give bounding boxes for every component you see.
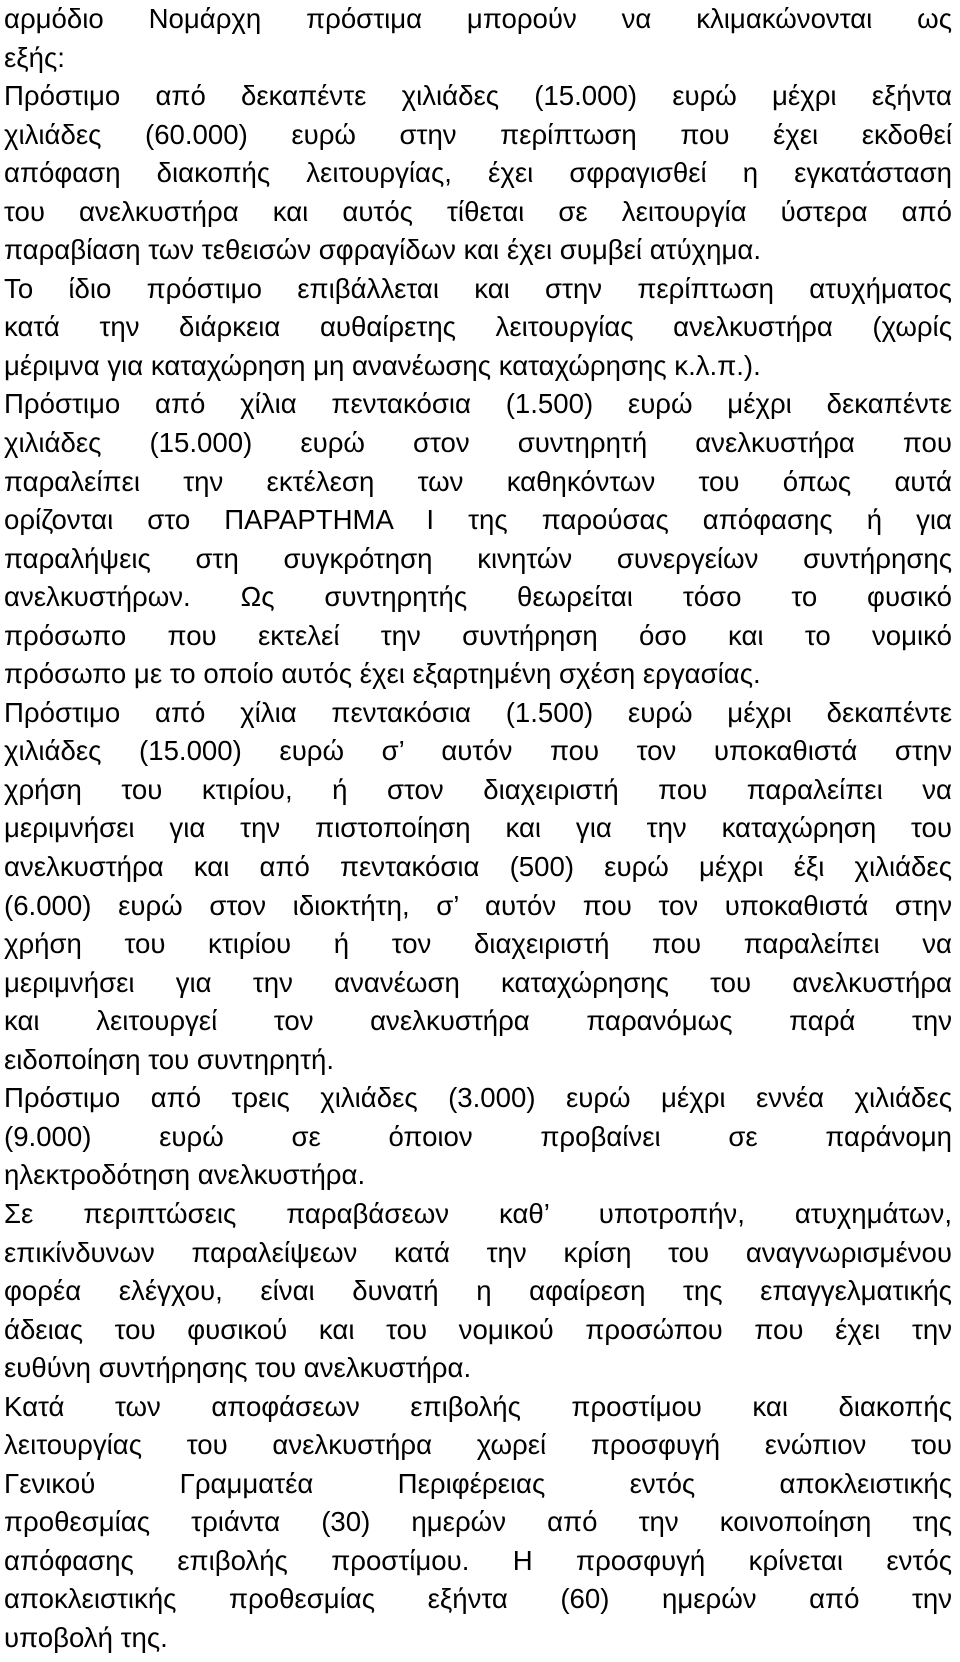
text-line: εξής:: [4, 41, 65, 73]
text-line: πρόσωπο που εκτελεί την συντήρηση όσο και το νομικό: [4, 619, 952, 651]
text-line: επικίνδυνων παραλείψεων κατά την κρίση του αναγνωρισμένου: [4, 1236, 952, 1268]
text-line: Πρόστιμο από δεκαπέντε χιλιάδες (15.000) ευρώ μέχρι εξήντα: [4, 80, 952, 112]
text-line: (9.000) ευρώ σε όποιον προβαίνει σε παράνομη: [4, 1120, 952, 1152]
text-line: παραλείπει την εκτέλεση των καθηκόντων του όπως αυτά: [4, 465, 952, 497]
document-page: [4, 0, 952, 1658]
text-line: μεριμνήσει για την ανανέωση καταχώρησης του ανελκυστήρα: [4, 966, 952, 998]
text-line: Σε περιπτώσεις παραβάσεων καθ’ υποτροπήν, ατυχημάτων,: [4, 1197, 952, 1229]
text-line: απόφασης επιβολής προστίμου. Η προσφυγή κρίνεται εντός: [4, 1544, 952, 1576]
paragraph: [4, 77, 952, 270]
text-line: μέριμνα για καταχώρηση μη ανανέωσης καταχώρησης κ.λ.π.).: [4, 349, 761, 381]
text-line: άδειας του φυσικού και του νομικού προσώπου που έχει την: [4, 1313, 952, 1345]
text-line: απόφαση διακοπής λειτουργίας, έχει σφραγισθεί η εγκατάσταση: [4, 157, 952, 189]
text-line: ανελκυστήρων. Ως συντηρητής θεωρείται τόσο το φυσικό: [4, 581, 952, 613]
text-line: ηλεκτροδότηση ανελκυστήρα.: [4, 1159, 366, 1191]
text-line: Κατά των αποφάσεων επιβολής προστίμου και διακοπής: [4, 1390, 952, 1422]
paragraph: [4, 0, 952, 77]
text-line: κατά την διάρκεια αυθαίρετης λειτουργίας ανελκυστήρα (χωρίς: [4, 311, 952, 343]
paragraph: [4, 694, 952, 1079]
text-line: Πρόστιμο από τρεις χιλιάδες (3.000) ευρώ μέχρι εννέα χιλιάδες: [4, 1082, 952, 1114]
text-line: λειτουργίας του ανελκυστήρα χωρεί προσφυγή ενώπιον του: [4, 1429, 952, 1461]
paragraph: [4, 1388, 952, 1658]
text-line: ειδοποίηση του συντηρητή.: [4, 1043, 334, 1075]
text-line: μεριμνήσει για την πιστοποίηση και για την καταχώρηση του: [4, 812, 952, 844]
paragraph: [4, 1195, 952, 1388]
text-line: χιλιάδες (60.000) ευρώ στην περίπτωση που έχει εκδοθεί: [4, 118, 952, 150]
text-line: του ανελκυστήρα και αυτός τίθεται σε λειτουργία ύστερα από: [4, 195, 952, 227]
text-line: Πρόστιμο από χίλια πεντακόσια (1.500) ευρώ μέχρι δεκαπέντε: [4, 696, 952, 728]
paragraph: [4, 1079, 952, 1195]
text-line: πρόσωπο με το οποίο αυτός έχει εξαρτημένη σχέση εργασίας.: [4, 658, 761, 690]
paragraph: [4, 270, 952, 386]
text-line: και λειτουργεί τον ανελκυστήρα παρανόμως παρά την: [4, 1005, 952, 1037]
text-line: παραβίαση των τεθεισών σφραγίδων και έχει συμβεί ατύχημα.: [4, 234, 762, 266]
text-line: αποκλειστικής προθεσμίας εξήντα (60) ημερών από την: [4, 1583, 952, 1615]
text-line: προθεσμίας τριάντα (30) ημερών από την κοινοποίηση της: [4, 1506, 952, 1538]
text-line: υποβολή της.: [4, 1621, 168, 1653]
text-line: (6.000) ευρώ στον ιδιοκτήτη, σ’ αυτόν που τον υποκαθιστά στην: [4, 889, 952, 921]
text-line: χρήση του κτιρίου ή τον διαχειριστή που παραλείπει να: [4, 928, 952, 960]
text-line: ευθύνη συντήρησης του ανελκυστήρα.: [4, 1352, 472, 1384]
text-line: παραλήψεις στη συγκρότηση κινητών συνεργείων συντήρησης: [4, 542, 952, 574]
text-line: Γενικού Γραμματέα Περιφέρειας εντός αποκλειστικής: [4, 1467, 952, 1499]
text-line: χιλιάδες (15.000) ευρώ στον συντηρητή ανελκυστήρα που: [4, 427, 952, 459]
text-line: Το ίδιο πρόστιμο επιβάλλεται και στην περίπτωση ατυχήματος: [4, 272, 952, 304]
text-line: χρήση του κτιρίου, ή στον διαχειριστή που παραλείπει να: [4, 773, 952, 805]
paragraph: [4, 385, 952, 693]
text-line: φορέα ελέγχου, είναι δυνατή η αφαίρεση της επαγγελματικής: [4, 1275, 952, 1307]
text-line: χιλιάδες (15.000) ευρώ σ’ αυτόν που τον υποκαθιστά στην: [4, 735, 952, 767]
text-line: ανελκυστήρα και από πεντακόσια (500) ευρώ μέχρι έξι χιλιάδες: [4, 851, 952, 883]
text-line: ορίζονται στο ΠΑΡΑΡΤΗΜΑ Ι της παρούσας απόφασης ή για: [4, 504, 952, 536]
text-line: αρμόδιο Νομάρχη πρόστιμα μπορούν να κλιμακώνονται ως: [4, 3, 952, 34]
text-line: Πρόστιμο από χίλια πεντακόσια (1.500) ευρώ μέχρι δεκαπέντε: [4, 388, 952, 420]
